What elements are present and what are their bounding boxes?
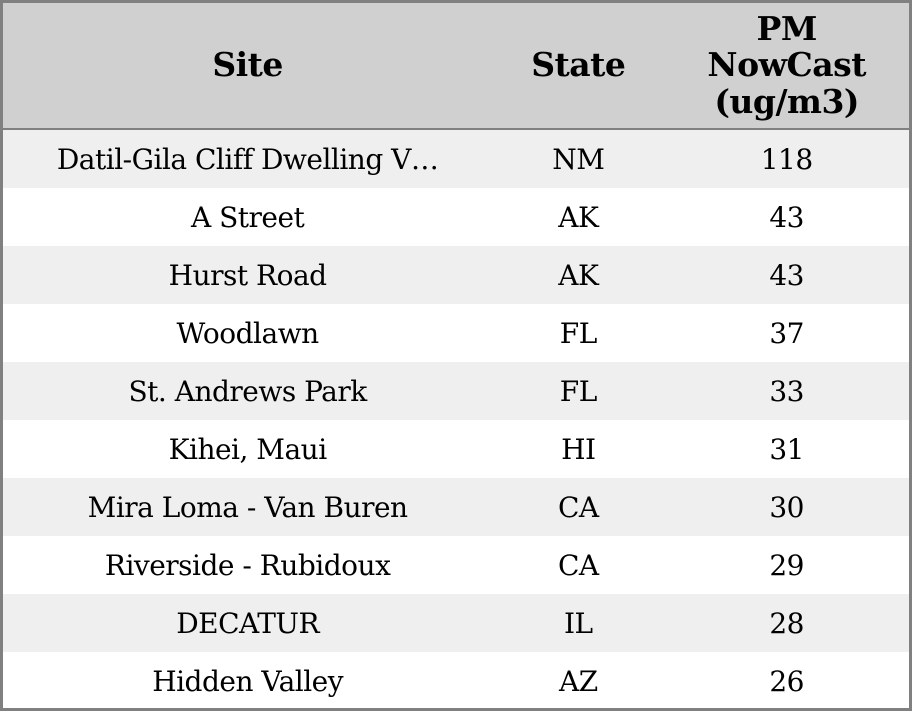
site-cell: Mira Loma - Van Buren — [87, 490, 408, 524]
site-cell: Hurst Road — [168, 258, 327, 292]
table-row — [3, 420, 909, 478]
pm-value-cell: 28 — [769, 606, 804, 640]
pm-value-cell: 43 — [769, 258, 804, 292]
table-row — [3, 246, 909, 304]
table-body — [3, 129, 909, 710]
state-cell: CA — [557, 490, 599, 524]
col-header-pm-nowcast: PM NowCast (ug/m3) — [664, 3, 909, 129]
site-cell: A Street — [190, 200, 305, 234]
table-row — [3, 129, 909, 188]
pm-value-cell: 33 — [769, 374, 804, 408]
pm-value-cell: 26 — [769, 664, 804, 698]
table-row — [3, 478, 909, 536]
state-cell: IL — [563, 606, 593, 640]
table-header — [3, 3, 909, 129]
table-row — [3, 536, 909, 594]
pm-value-cell: 31 — [769, 432, 804, 466]
pm-nowcast-table — [3, 3, 909, 710]
state-cell: AZ — [558, 664, 598, 698]
table-row — [3, 304, 909, 362]
state-cell: AK — [558, 200, 599, 234]
site-cell: Woodlawn — [176, 316, 319, 350]
header-row — [3, 3, 909, 129]
pm-value-cell: 118 — [760, 142, 813, 176]
table-row — [3, 188, 909, 246]
state-cell: CA — [557, 548, 599, 582]
pm-value-cell: 37 — [769, 316, 804, 350]
site-cell: Riverside - Rubidoux — [104, 548, 391, 582]
state-cell: NM — [552, 142, 605, 176]
state-cell: HI — [561, 432, 596, 466]
table-row — [3, 362, 909, 420]
col-header-site: Site — [3, 3, 492, 129]
site-cell: St. Andrews Park — [128, 374, 367, 408]
site-cell: Datil-Gila Cliff Dwelling V… — [56, 142, 439, 176]
table-row — [3, 652, 909, 710]
col-header-state: State — [492, 3, 664, 129]
pm-value-cell: 30 — [769, 490, 804, 524]
site-cell: Hidden Valley — [152, 664, 344, 698]
state-cell: FL — [559, 374, 597, 408]
site-cell: DECATUR — [176, 606, 320, 640]
state-cell: FL — [559, 316, 597, 350]
pm-value-cell: 43 — [769, 200, 804, 234]
pm-value-cell: 29 — [769, 548, 804, 582]
table-row — [3, 594, 909, 652]
site-cell: Kihei, Maui — [168, 432, 327, 466]
state-cell: AK — [558, 258, 599, 292]
